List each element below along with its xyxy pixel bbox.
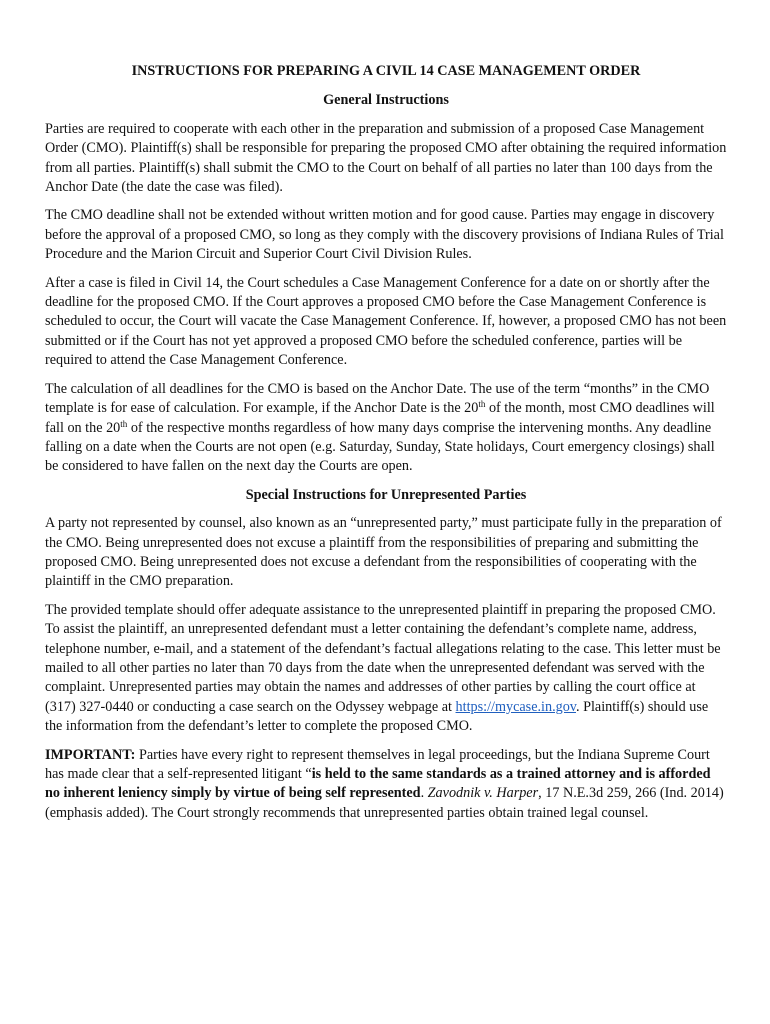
sp2-text-a: The provided template should offer adequate assistance to the unrepresented plaintiff in preparing the proposed CMO. To assist the plaintiff, an unrepresented defendant must a letter containing the defendant’s complete name, address, telephone number, e-mail, and a statement of the defendant’s factual allegations relating to the case. This letter must be mailed to all other parties no later than 70 days from the date when the unrepresented defendant was served with the complaint. Unrepresented parties may obtain the names and addresses of other parties by calling the court office at (317) 327-0440 or conducting a case search on the Odyssey webpage at (45, 601, 721, 715)
important-text-c: , 17 N.E.3d 259, 266 (Ind. 2014)(emphasis added). The Court strongly recommends that unrepresented parties obtain trained legal counsel. (45, 785, 724, 821)
ordinal-suffix: th (478, 399, 486, 410)
document-title: INSTRUCTIONS FOR PREPARING A CIVIL 14 CASE MANAGEMENT ORDER (131, 63, 641, 79)
important-text-b: . (420, 785, 428, 802)
ordinal-suffix: th (120, 418, 128, 429)
special-paragraph-2 (45, 601, 727, 737)
sp2-text-b: . Plaintiff(s) should use the information from the defendant’s letter to complete the proposed CMO. (45, 698, 709, 735)
general-instructions-heading: General Instructions (323, 92, 449, 109)
general-paragraph-2: The CMO deadline shall not be extended without written motion and for good cause. Parties may engage in discovery before the approval of a proposed CMO, so long as they comply with the discovery provisions of Indiana Rules of Trial Procedure and the Marion Circuit and Superior Court Civil Division Rules. (45, 207, 724, 263)
important-bold-quote: is held to the same standards as a trained attorney and is afforded no inherent leniency simply by virtue of being self represented (45, 766, 711, 802)
special-instructions-heading: Special Instructions for Unrepresented Parties (245, 486, 527, 503)
mycase-link[interactable]: https://mycase.in.gov (455, 698, 576, 715)
general-paragraph-4 (45, 380, 727, 477)
p4-text-a: The calculation of all deadlines for the CMO is based on the Anchor Date. The use of the term “months” in the CMO template is for ease of calculation. For example, if the Anchor Date is the 20 (45, 380, 710, 417)
special-paragraph-1: A party not represented by counsel, also known as an “unrepresented party,” must participate fully in the preparation of the CMO. Being unrepresented does not excuse a plaintiff from the responsibilities of preparing and submitting the proposed CMO. Being unrepresented does not excuse a defendant from the responsibilities of cooperating with the plaintiff in the CMO preparation. (45, 515, 722, 590)
important-text-a: Parties have every right to represent themselves in legal proceedings, but the Indiana Supreme Court has made clear that a self-represented litigant “ (45, 746, 710, 782)
document-page (45, 62, 727, 832)
p4-text-b: of the month, most CMO deadlines will fall on the 20 (45, 400, 715, 436)
p4-text-c: of the respective months regardless of how many days comprise the intervening months. Any deadline falling on a date when the Courts are not open (e.g. Saturday, Sunday, State holidays, Court emergency closings) shall be considered to have fallen on the next day the Courts are open. (45, 419, 715, 475)
case-citation-name: Zavodnik v. Harper (427, 785, 539, 802)
general-paragraph-3: After a case is filed in Civil 14, the Court schedules a Case Management Conference for a date on or shortly after the deadline for the proposed CMO. If the Court approves a proposed CMO before the Case Management Conference is scheduled to occur, the Court will vacate the Case Management Conference. If, however, a proposed CMO has not been submitted or if the Court has not yet approved a proposed CMO before the scheduled conference, parties will be required to attend the Case Management Conference. (45, 274, 727, 369)
general-paragraph-1: Parties are required to cooperate with each other in the preparation and submission of a proposed Case Management Order (CMO). Plaintiff(s) shall be responsible for preparing the proposed CMO after obtaining the required information from all parties. Plaintiff(s) shall submit the CMO to the Court on behalf of all parties no later than 100 days from the Anchor Date (the date the case was filed). (45, 120, 727, 196)
important-label: IMPORTANT: (45, 746, 136, 763)
important-paragraph (45, 746, 727, 824)
